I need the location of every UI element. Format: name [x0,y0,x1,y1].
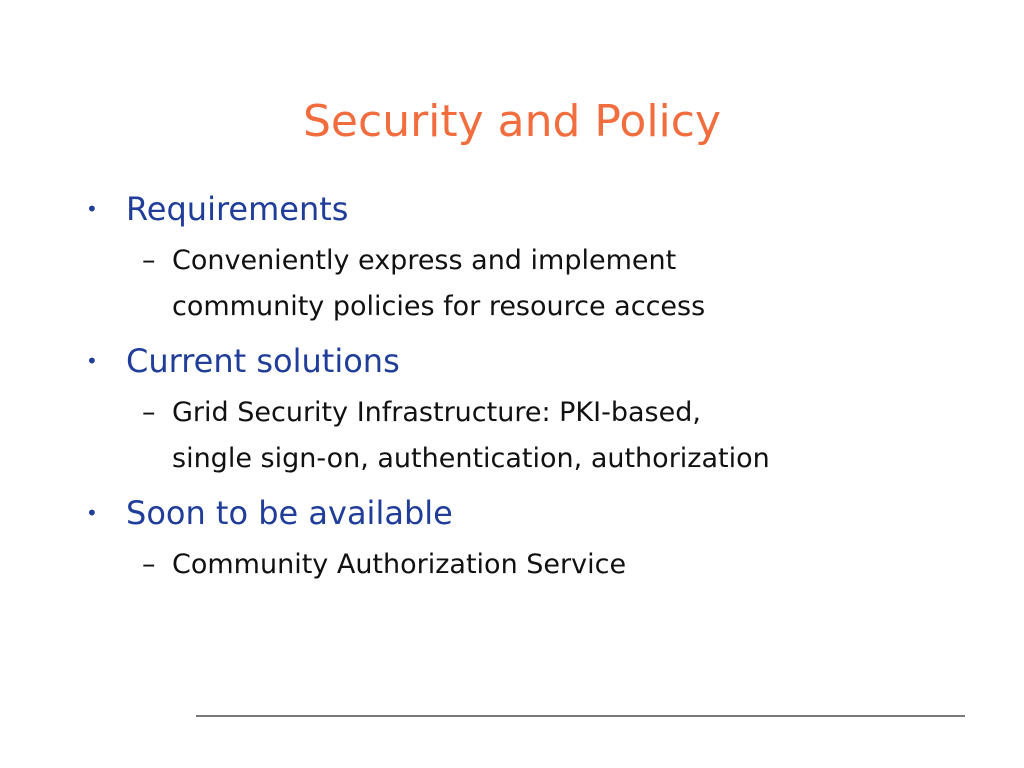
bullet-item-soon-available [86,490,986,588]
bullet-item-requirements [86,186,986,330]
bullet-dot-icon: • [86,349,98,373]
dash-icon: – [142,397,156,428]
sub-list [86,542,986,588]
dash-icon: – [142,549,156,580]
slide-title: Security and Policy [303,96,721,147]
sub-item-line: single sign-on, authentication, authorization [172,443,770,474]
sub-item [86,238,986,330]
sub-item [86,390,986,482]
sub-item-line: community policies for resource access [172,291,706,322]
footer-divider [196,715,965,717]
sub-item [86,542,986,588]
bullet-label: Soon to be available [126,494,453,532]
sub-item-line: Grid Security Infrastructure: PKI-based, [172,397,701,428]
sub-item-line: Conveniently express and implement [172,245,677,276]
bullet-label: Requirements [126,190,349,228]
sub-list [86,390,986,482]
dash-icon: – [142,245,156,276]
sub-item-line: Community Authorization Service [172,549,627,580]
sub-list [86,238,986,330]
bullet-dot-icon: • [86,197,98,221]
bullet-label: Current solutions [126,342,400,380]
bullet-dot-icon: • [86,501,98,525]
bullet-item-current-solutions [86,338,986,482]
bullet-list [86,186,986,596]
